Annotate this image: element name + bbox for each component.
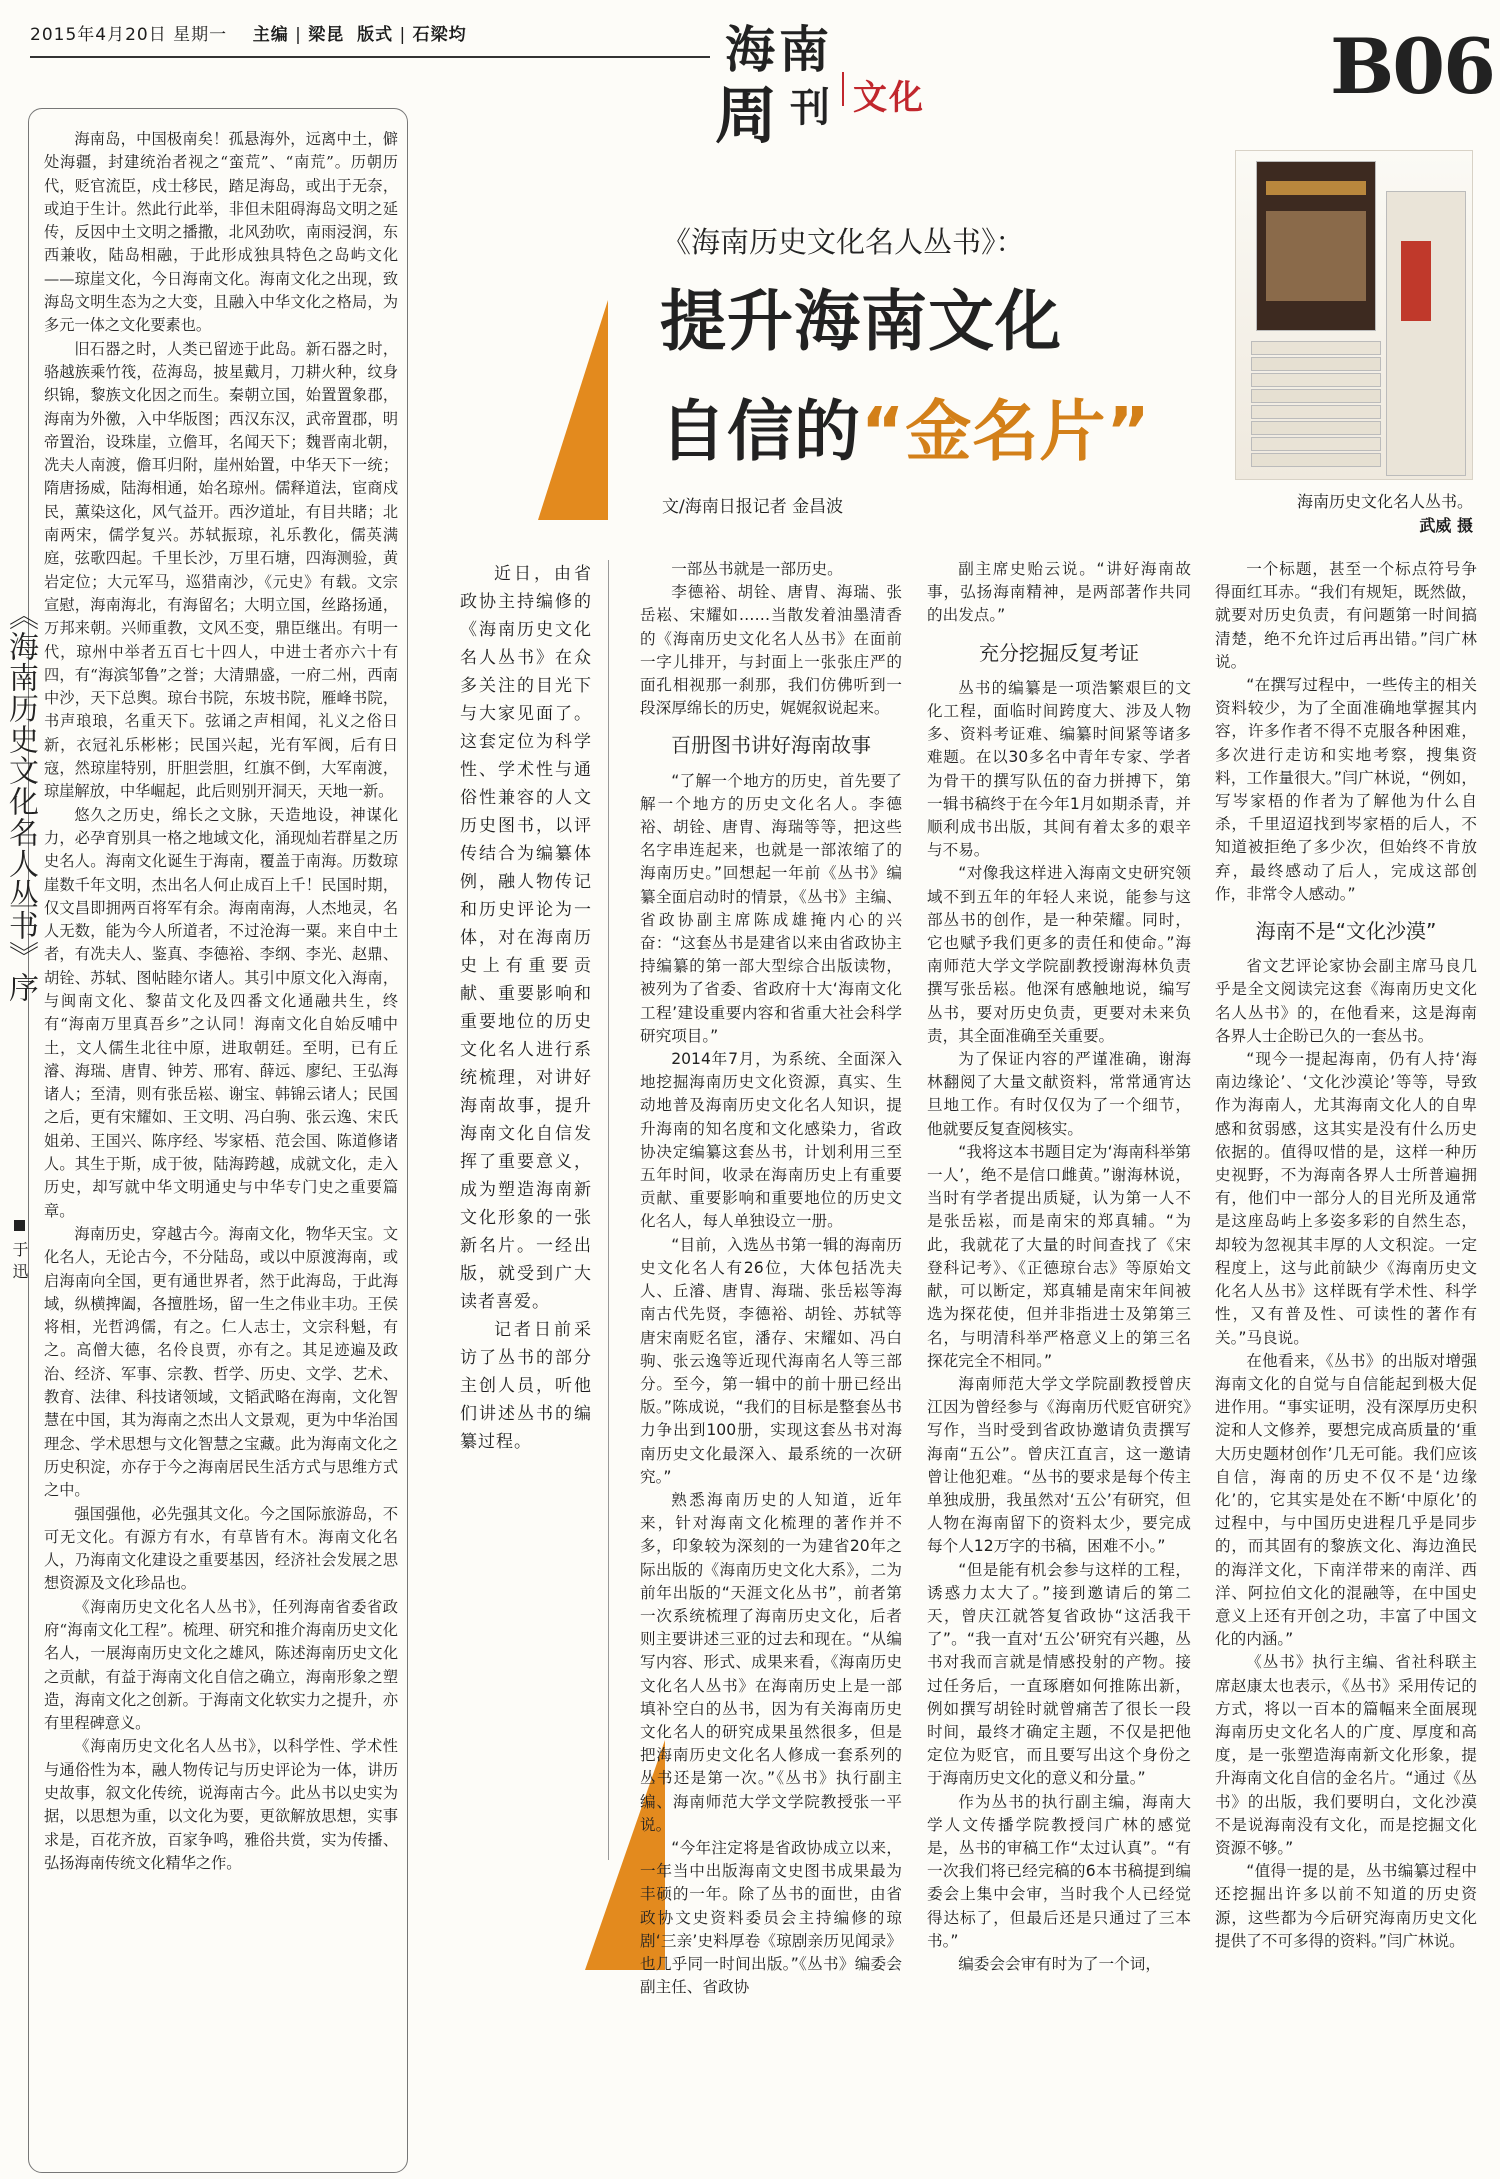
preface-paragraph: 《海南历史文化名人丛书》，任列海南省委省政府“海南文化工程”。梳理、研究和推介海南历史文化名人，一展海南历史文化之雄风，陈述海南历史文化之贡献，有益于海南文化自信之确立，海南形象之塑造，海南文化之创新。于海南文化软实力之提升，亦有里程碑意义。 bbox=[44, 1597, 398, 1733]
article-paragraph: “但是能有机会参与这样的工程，诱惑力太大了。”接到邀请后的第二天，曾庆江就答复省政协“这活我干了”。“我一直对‘五公’研究有兴趣，丛书对我而言就是情感投射的产物。接过任务后，一直琢磨如何推陈出新，例如撰写胡铨时就曾痛苦了很长一段时间，最终才确定主题，不仅是把他定位为贬官，而且要写出这个身份之于海南历史文化的意义和分量。” bbox=[927, 1560, 1191, 1788]
article-paragraph: “我将这本书题目定为‘海南科举第一人’，绝不是信口雌黄。”谢海林说，当时有学者提出质疑，认为第一人不是张岳崧，而是南宋的郑真辅。“为此，我就花了大量的时间查找了《宋登科记考》、《正德琼台志》等原始文献，可以断定，郑真辅是南宋年间被选为探花使，但并非指进士及第第三名，与明清科举严格意义上的第三名探花完全不相同。” bbox=[927, 1142, 1191, 1370]
article-paragraph: 一个标题，甚至一个标点符号争得面红耳赤。“我们有规矩，既然做，就要对历史负责，有问题第一时间搞清楚，绝不允许过后再出错。”闫广林说。 bbox=[1215, 560, 1477, 671]
section-heading: 海南不是“文化沙漠” bbox=[1255, 919, 1437, 944]
issue-date: 2015年4月20日 星期一 bbox=[30, 25, 228, 45]
separator: | bbox=[399, 25, 407, 45]
column-divider bbox=[608, 560, 609, 1860]
book-box-portraits bbox=[1266, 211, 1366, 301]
article-paragraph: 一部丛书就是一部历史。 bbox=[671, 560, 843, 578]
title-highlight: “金名片” bbox=[861, 393, 1151, 470]
byline: 文/海南日报记者 金昌波 bbox=[662, 497, 844, 517]
section-heading: 充分挖掘反复考证 bbox=[979, 640, 1139, 665]
editor-label: 主编 bbox=[252, 25, 289, 45]
masthead-zhou: 周 bbox=[715, 79, 778, 152]
book-photo bbox=[1235, 150, 1473, 480]
article-paragraph: “了解一个地方的历史，首先要了解一个地方的历史文化名人。李德裕、胡铨、唐胄、海瑞等等，把这些名字串连起来，也就是一部浓缩了的海南历史。”回想起一年前《丛书》编纂全面启动时的情景，《丛书》主编、省政协副主席陈成雄掩内心的兴奋：“这套丛书是建省以来由省政协主持编纂的第一部大型综合出版读物，被列为了省委、省政府十大‘海南文化工程’建设重要内容和省重大社会科学研究项目。” bbox=[640, 771, 902, 1045]
article-paragraph: “值得一提的是，丛书编纂过程中还挖掘出许多以前不知道的历史资源，这些都为今后研究海南历史文化提供了不可多得的资料。”闫广林说。 bbox=[1215, 1862, 1477, 1950]
article-column-1 bbox=[640, 558, 902, 1999]
book-cover-seal bbox=[1401, 241, 1431, 321]
article-paragraph: 丛书的编纂是一项浩繁艰巨的文化工程，面临时间跨度大、涉及人物多、资料考证难、编纂时间紧等诸多难题。在以30多名中青年专家、学者为骨干的撰写队伍的奋力拼搏下，第一辑书稿终于在今年1月如期杀青，并顺利成书出版，其间有着太多的艰辛与不易。 bbox=[927, 678, 1191, 860]
preface-paragraph: 《海南历史文化名人丛书》，以科学性、学术性与通俗性为本，融人物传记与历史评论为一体，讲历史故事，叙文化传统，说海南古今。此丛书以史实为据，以思想为重，以文化为要，更欲解放思想，实事求是，百花齐放，百家争鸣，雅俗共赏，实为传播、弘扬海南传统文化精华之作。 bbox=[44, 1737, 398, 1872]
page-number: B06 bbox=[1330, 22, 1494, 111]
layout-name: 石梁均 bbox=[412, 25, 467, 45]
article-paragraph: 《丛书》执行主编、省社科联主席赵康太也表示，《丛书》采用传记的方式，将以一百本的篇幅来全面展现海南历史文化名人的广度、厚度和高度，是一张塑造海南新文化形象，提升海南文化自信的金名片。“通过《丛书》的出版，我们要明白，文化沙漠不是说海南没有文化，而是挖掘文化资源不够。” bbox=[1215, 1653, 1477, 1857]
article-paragraph: 李德裕、胡铨、唐胄、海瑞、张岳崧、宋耀如……当散发着油墨清香的《海南历史文化名人丛书》在面前一字儿排开，与封面上一张张庄严的面孔相视那一刹那，我们仿佛听到一段深厚绵长的历史，娓娓叙说起来。 bbox=[640, 583, 902, 718]
article-paragraph: “对像我这样进入海南文史研究领域不到五年的年轻人来说，能参与这部丛书的创作，是一种荣耀。同时，它也赋予我们更多的责任和使命。”海南师范大学文学院副教授谢海林负责撰写张岳崧。他深有感触地说，编写丛书，要对历史负责，更要对未来负责，其全面准确至关重要。 bbox=[927, 864, 1191, 1045]
photo-credit: 武威 摄 bbox=[1419, 516, 1473, 535]
article-paragraph: 海南师范大学文学院副教授曾庆江因为曾经参与《海南历代贬官研究》写作，当时受到省政协邀请负责撰写海南“五公”。曾庆江直言，这一邀请曾让他犯难。“丛书的要求是每个传主单独成册，我虽然对‘五公’有研究，但人物在海南留下的资料太少，要完成每个人12万字的书稿，困难不小。” bbox=[927, 1374, 1191, 1556]
author-marker bbox=[14, 1220, 25, 1231]
article-paragraph: “在撰写过程中，一些传主的相关资料较少，为了全面准确地掌握其内容，许多作者不得不克服各种困难，多次进行走访和实地考察，搜集资料，工作量很大。”闫广林说，“例如，写岑家梧的作者为了解他为什么自杀，千里迢迢找到岑家梧的后人，不知道被拒绝了多少次，但始终不肯放弃，最终感动了后人，完成这部创作，非常令人感动。” bbox=[1215, 676, 1477, 903]
article-paragraph: “今年注定将是省政协成立以来，一年当中出版海南文史图书成果最为丰硕的一年。除了丛书的面世，由省政协文史资料委员会主持编修的琼剧‘三亲’史料厚卷《琼剧亲历见闻录》也几乎同一时间出版。”《丛书》编委会副主任、省政协 bbox=[640, 1838, 902, 1997]
article-paragraph: “目前，入选丛书第一辑的海南历史文化名人有26位，大体包括冼夫人、丘濬、唐胄、海瑞、张岳崧等海南古代先贤，李德裕、胡铨、苏轼等唐宋南贬名宦，潘存、宋耀如、冯白驹、张云逸等近现代海南名人等三部分。至今，第一辑中的前十册已经出版。”陈成说，“我们的目标是整套丛书力争出到100册，实现这套丛书对海南历史文化最深入、最系统的一次研究。” bbox=[640, 1235, 902, 1486]
decorative-triangle bbox=[538, 300, 608, 520]
book-spine bbox=[1251, 341, 1381, 355]
article-paragraph: “现今一提起海南，仍有人持‘海南边缘论’、‘文化沙漠论’等等，导致作为海南人，尤其海南文化人的自卑感和贫弱感，这其实是没有什么历史依据的。值得叹惜的是，这样一种历史视野，不为海南各界人士所普遍拥有，他们中一部分人的目光所及通常是这座岛屿上多姿多彩的自然生态，却较为忽视其丰厚的人文积淀。一定程度上，这与此前缺少《海南历史文化名人丛书》这样既有学术性、科学性，又有普及性、可读性的著作有关。”马良说。 bbox=[1215, 1050, 1477, 1347]
lead-paragraph: 记者日前采访了丛书的部分主创人员，听他们讲述丛书的编纂过程。 bbox=[460, 1320, 592, 1452]
article-paragraph: 在他看来，《丛书》的出版对增强海南文化的自觉与自信能起到极大促进作用。“事实证明，没有深厚历史积淀和人文修养，要想完成高质量的‘重大历史题材创作’几无可能。我们应该自信，海南的历史不仅不是‘边缘化’的，它其实是处在不断‘中原化’的过程中，与中国历史进程几乎是同步的，而其固有的黎族文化、海边渔民的海洋文化，下南洋带来的南洋、西洋、阿拉伯文化的混融等，在中国史意义上还有开创之功，丰富了中国文化的内涵。” bbox=[1215, 1351, 1477, 1649]
book-spine bbox=[1251, 421, 1381, 435]
article-paragraph: 2014年7月，为系统、全面深入地挖掘海南历史文化资源，真实、生动地普及海南历史文化名人知识，提升海南的知名度和文化感染力，省政协决定编纂这套丛书，计划利用三至五年时间，收录在海南历史上有重要贡献、重要影响和重要地位的历史文化名人，每人单独设立一册。 bbox=[640, 1050, 902, 1231]
preface-paragraph: 旧石器之时，人类已留迹于此岛。新石器之时，骆越族乘竹筏，莅海岛，披星戴月，刀耕火种，纹身织锦，黎族文化因之而生。秦朝立国，始置置象郡，海南为外徼，入中华版图；西汉东汉，武帝置郡，明帝置治，设珠崖，立儋耳，名闻天下；魏晋南北朝，冼夫人南渡，儋耳归附，崖州始置，中华天下一统；隋唐扬威，陆海相通，始名琼州。儒释道法，宦商戍民，薰染这化，风气益开。西汐道址，有目共睹；北南两宋，儒学复兴。苏轼振琼，礼乐教化，儒英满庭，弦歌四起。千里长沙，万里石塘，四海测验，黄岩定位；大元军马，巡猎南沙，《元史》有载。文宗宣慰，海南海北，有海留名；大明立国，丝路扬通，万邦来朝。兴师重教，文风丕变，鼎臣继出。有明一代，琼州中举者五百七十四人，中进士者亦六十有四，有“海滨邹鲁”之誉；大清鼎盛，一府二州，西南中沙，天下总舆。琼台书院，东坡书院，雁峰书院，书声琅琅，名重天下。弦诵之声相闻，礼义之俗日新，衣冠礼乐彬彬；民国兴起，光有军阀，后有日寇，然琼崖特别，肝胆尝胆，红旗不倒，大军南渡，琼崖解放，中华崛起，此后则别开洞天，天地一新。 bbox=[44, 339, 398, 801]
preface-title: 《海南历史文化名人丛书》序 bbox=[3, 600, 38, 1003]
masthead-kan: 刊 bbox=[790, 84, 830, 131]
book-spine bbox=[1251, 373, 1381, 387]
article-title-line2 bbox=[660, 378, 1151, 473]
author-name: 于迅 bbox=[10, 1241, 29, 1285]
book-cover bbox=[1386, 191, 1466, 476]
article-paragraph: 省文艺评论家协会副主席马良几乎是全文阅读完这套《海南历史文化名人丛书》的，在他看来，这是海南各界人士企盼已久的一套丛书。 bbox=[1215, 957, 1477, 1045]
article-paragraph: 为了保证内容的严谨准确，谢海林翻阅了大量文献资料，常常通宵达旦地工作。有时仅仅为了一个细节，他就要反复查阅核实。 bbox=[927, 1050, 1191, 1138]
header-rule bbox=[30, 56, 710, 58]
book-spine bbox=[1251, 437, 1381, 451]
preface-paragraph: 海南岛，中国极南矣！孤悬海外，远离中土，僻处海疆，封建统治者视之“蛮荒”、“南荒”。历朝历代，贬官流臣，戍士移民，踏足海岛，或出于无奈，或迫于生计。然此行此举，非但未阻碍海岛文明之延传，反因中土文明之播撒，北风劲吹，南雨浸润，东西兼收，陆岛相融，于此形成独具特色之岛屿文化——琼崖文化，今日海南文化。海南文化之出现，致海岛文明生态为之大变，且融入中华文化之格局，为多元一体之文化要素也。 bbox=[44, 130, 398, 335]
photo-caption bbox=[1235, 490, 1473, 538]
preface-paragraph: 海南历史，穿越古今。海南文化，物华天宝。文化名人，无论古今，不分陆岛，或以中原渡海南，或启海南向全国，更有通世界者，然于此海岛，于此海域，纵横捭阖，各擅胜场，留一生之伟业丰功。王侯将相，光哲鸿儒，有之。仁人志士，文宗科魁，有之。高僧大德，名伶良贾，亦有之。其足迹遍及政治、经济、军事、宗教、哲学、历史、文学、艺术、教育、法律、科技诸领域，文韬武略在海南，文化智慧在中国，其为海南之杰出人文景观，更为中华治国理念、学术思想与文化智慧之宝藏。此为海南文化之历史积淀，亦存于今之海南居民生活方式与思维方式之中。 bbox=[44, 1224, 398, 1500]
section-heading: 百册图书讲好海南故事 bbox=[671, 733, 871, 758]
layout-label: 版式 bbox=[357, 25, 394, 45]
title-plain: 自信的 bbox=[660, 393, 861, 470]
section-name: 文化 bbox=[853, 78, 925, 118]
article-column-3 bbox=[1215, 558, 1477, 1953]
book-spine bbox=[1251, 389, 1381, 403]
article-paragraph: 作为丛书的执行副主编，海南大学人文传播学院教授闫广林的感觉是，丛书的审稿工作“太过认真”。“有一次我们将已经完稿的6本书稿提到编委会上集中会审，当时我个人已经觉得达标了，但最后还是只通过了三本书。” bbox=[927, 1792, 1191, 1950]
article-paragraph: 熟悉海南历史的人知道，近年来，针对海南文化梳理的著作并不多，印象较为深刻的一为建省20年之际出版的《海南历史文化大系》，二为前年出版的“天涯文化丛书”，前者第一次系统梳理了海南历史文化，后者则主要讲述三亚的过去和现在。“从编写内容、形式、成果来看，《海南历史文化名人丛书》在海南历史上是一部填补空白的丛书，因为有关海南历史文化名人的研究成果虽然很多，但是把海南历史文化名人修成一套系列的丛书还是第一次。”《丛书》执行副主编、海南师范大学文学院教授张一平说。 bbox=[640, 1490, 902, 1834]
article-kicker: 《海南历史文化名人丛书》： bbox=[662, 225, 1025, 259]
article-paragraph: 副主席史贻云说。“讲好海南故事，弘扬海南精神，是两部著作共同的出发点。” bbox=[927, 560, 1191, 625]
book-spine bbox=[1251, 405, 1381, 419]
preface-body bbox=[44, 128, 398, 1875]
book-spine bbox=[1251, 357, 1381, 371]
masthead-divider bbox=[842, 72, 844, 106]
preface-paragraph: 强国强他，必先强其文化。今之国际旅游岛，不可无文化。有源方有水，有草皆有木。海南文化名人，乃海南文化建设之重要基因，经济社会发展之思想资源及文化珍品也。 bbox=[44, 1504, 398, 1593]
header-info bbox=[30, 20, 467, 45]
lead-paragraph: 近日，由省政协主持编修的《海南历史文化名人丛书》在众多关注的目光下与大家见面了。这套定位为科学性、学术性与通俗性兼容的人文历史图书，以评传结合为编纂体例，融人物传记和历史评论为一体，对在海南历史上有重要贡献、重要影响和重要地位的历史文化名人进行系统梳理，对讲好海南故事，提升海南文化自信发挥了重要意义，成为塑造海南新文化形象的一张新名片。一经出版，就受到广大读者喜爱。 bbox=[460, 564, 592, 1312]
book-box-label bbox=[1266, 181, 1366, 195]
caption-text: 海南历史文化名人丛书。 bbox=[1296, 492, 1473, 511]
article-lead bbox=[460, 560, 592, 1456]
article-paragraph: 编委会会审有时为了一个词， bbox=[958, 1954, 1161, 1973]
article-column-2 bbox=[927, 558, 1191, 1976]
book-spine bbox=[1251, 453, 1381, 467]
preface-paragraph: 悠久之历史，绵长之文脉，天造地设，神谋化力，必孕育别具一格之地域文化，涌现灿若群星之历史名人。海南文化诞生于海南，覆盖于南海。历数琼崖数千年文明，杰出名人何止成百上千！民国时期，仅文昌即拥两百将军有余。海南南海，人杰地灵，名人无数，能为今人所道者，不过沧海一粟。来自中土者，有冼夫人、鉴真、李德裕、李纲、李光、赵鼎、胡铨、苏轼、图帖睦尔诸人。其引中原文化入海南，与闽南文化、黎苗文化及四番文化通融共生，终有“海南万里真吾乡”之认同！海南文化自始反哺中土，文人儒生北往中原，进取朝廷。至明，已有丘濬、海瑞、唐胄、钟芳、邢宥、薛远、廖纪、王弘海诸人；至清，则有张岳崧、谢宝、韩锦云诸人；民国之后，更有宋耀如、王文明、冯白驹、张云逸、宋氏姐弟、王国兴、陈序经、岑家梧、范会国、陈道修诸人。其生于斯，成于彼，陆海跨越，成就文化，走入历史，却写就中华文明通史与中华专门史之重要篇章。 bbox=[44, 805, 398, 1220]
masthead-hainan: 海南 bbox=[725, 20, 833, 79]
separator: | bbox=[295, 25, 302, 45]
preface-author bbox=[8, 1220, 31, 1285]
editor-name: 梁昆 bbox=[308, 25, 345, 45]
article-title-line1: 提升海南文化 bbox=[660, 283, 1062, 360]
